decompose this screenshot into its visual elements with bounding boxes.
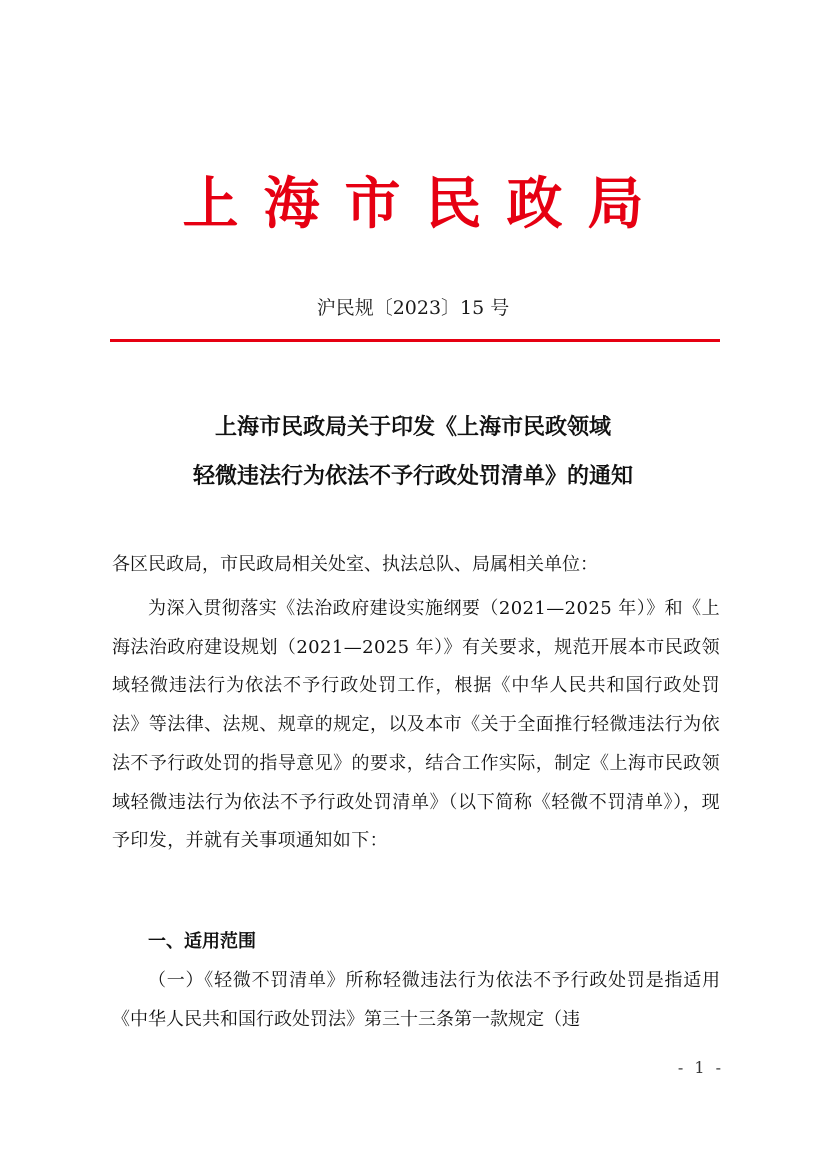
document-title-line-2: 轻微违法行为依法不予行政处罚清单》的通知 [192,464,633,489]
section-heading-1: 一、适用范围 [148,931,256,952]
document-number: 沪民规〔2023〕15 号 [316,297,510,319]
red-divider-line [110,339,720,342]
body-paragraph-1: 为深入贯彻落实《法治政府建设实施纲要（2021—2025 年）》和《上海法治政府建设规划（2021—2025 年）》有关要求，规范开展本市民政领域轻微违法行为依法不予行政处罚工作，根据《中华人民共和国行政处罚法》等法律、法规、规章的规定，以及本市《关于全面推行轻微违法行为依法不予行政处罚的指导意见》的要求，结合工作实际，制定《上海市民政领域轻微违法行为依法不予行政处罚清单》（以下简称《轻微不罚清单》），现予印发，并就有关事项通知如下： [112,598,720,852]
agency-name-header: 上海市民政局 [182,171,669,237]
salutation: 各区民政局，市民政局相关处室、执法总队、局属相关单位： [112,554,598,575]
body-paragraph-2: （一）《轻微不罚清单》所称轻微违法行为依法不予行政处罚是指适用《中华人民共和国行政处罚法》第三十三条第一款规定（违 [112,970,720,1030]
page-number: - 1 - [677,1058,724,1077]
document-title-line-1: 上海市民政局关于印发《上海市民政领域 [214,415,611,440]
